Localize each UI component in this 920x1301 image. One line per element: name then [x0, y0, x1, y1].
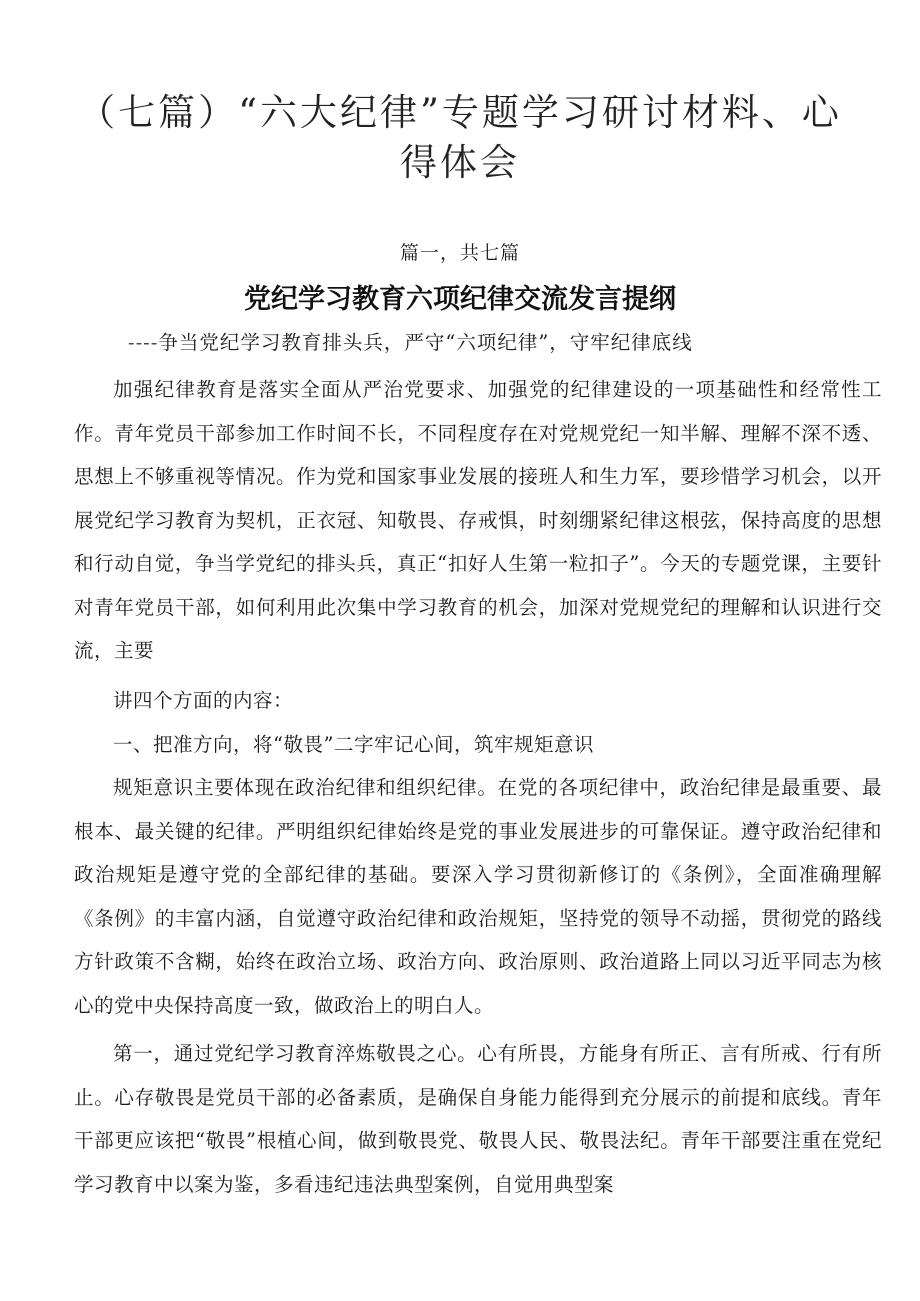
section-label: 篇一，共七篇	[399, 242, 520, 264]
body-paragraph: 第一，通过党纪学习教育淬炼敬畏之心。心有所畏，方能身有所正、言有所戒、行有所止。心存敬畏是党员干部的必备素质，是确保自身能力能得到充分展示的前提和底线。青年干部更应该把“敬畏”根植心间，做到敬畏党、敬畏人民、敬畏法纪。青年干部要注重在党纪学习教育中以案为鉴，多看违纪违法典型案例，自觉用典型案	[74, 1042, 882, 1196]
subtitle-dashes: ----	[128, 331, 159, 354]
document-title: （七篇）“六大纪律”专题学习研讨材料、心得体会	[78, 91, 842, 184]
body-paragraph: 讲四个方面的内容：	[113, 689, 294, 712]
speech-title: 党纪学习教育六项纪律交流发言提纲	[244, 284, 676, 315]
body-paragraph: 加强纪律教育是落实全面从严治党要求、加强党的纪律建设的一项基础性和经常性工作。青年党员干部参加工作时间不长，不同程度存在对党规党纪一知半解、理解不深不透、思想上不够重视等情况。作为党和国家事业发展的接班人和生力军，要珍惜学习机会，以开展党纪学习教育为契机，正衣冠、知敬畏、存戒惧，时刻绷紧纪律这根弦，保持高度的思想和行动自觉，争当学党纪的排头兵，真正“扣好人生第一粒扣子”。今天的专题党课，主要针对青年党员干部，如何利用此次集中学习教育的机会，加深对党规党纪的理解和认识进行交流，主要	[74, 378, 882, 662]
subtitle-text: 争当党纪学习教育排头兵，严守“六项纪律”，守牢纪律底线	[158, 331, 693, 354]
speech-subtitle	[128, 329, 888, 357]
body-paragraph: 规矩意识主要体现在政治纪律和组织纪律。在党的各项纪律中，政治纪律是最重要、最根本、最关键的纪律。严明组织纪律始终是党的事业发展进步的可靠保证。遵守政治纪律和政治规矩是遵守党的全部纪律的基础。要深入学习贯彻新修订的《条例》，全面准确理解《条例》的丰富内涵，自觉遵守政治纪律和政治规矩，坚持党的领导不动摇，贯彻党的路线方针政策不含糊，始终在政治立场、政治方向、政治原则、政治道路上同以习近平同志为核心的党中央保持高度一致，做政治上的明白人。	[74, 776, 882, 1017]
section-heading: 一、把准方向，将“敬畏”二字牢记心间，筑牢规矩意识	[113, 733, 594, 756]
